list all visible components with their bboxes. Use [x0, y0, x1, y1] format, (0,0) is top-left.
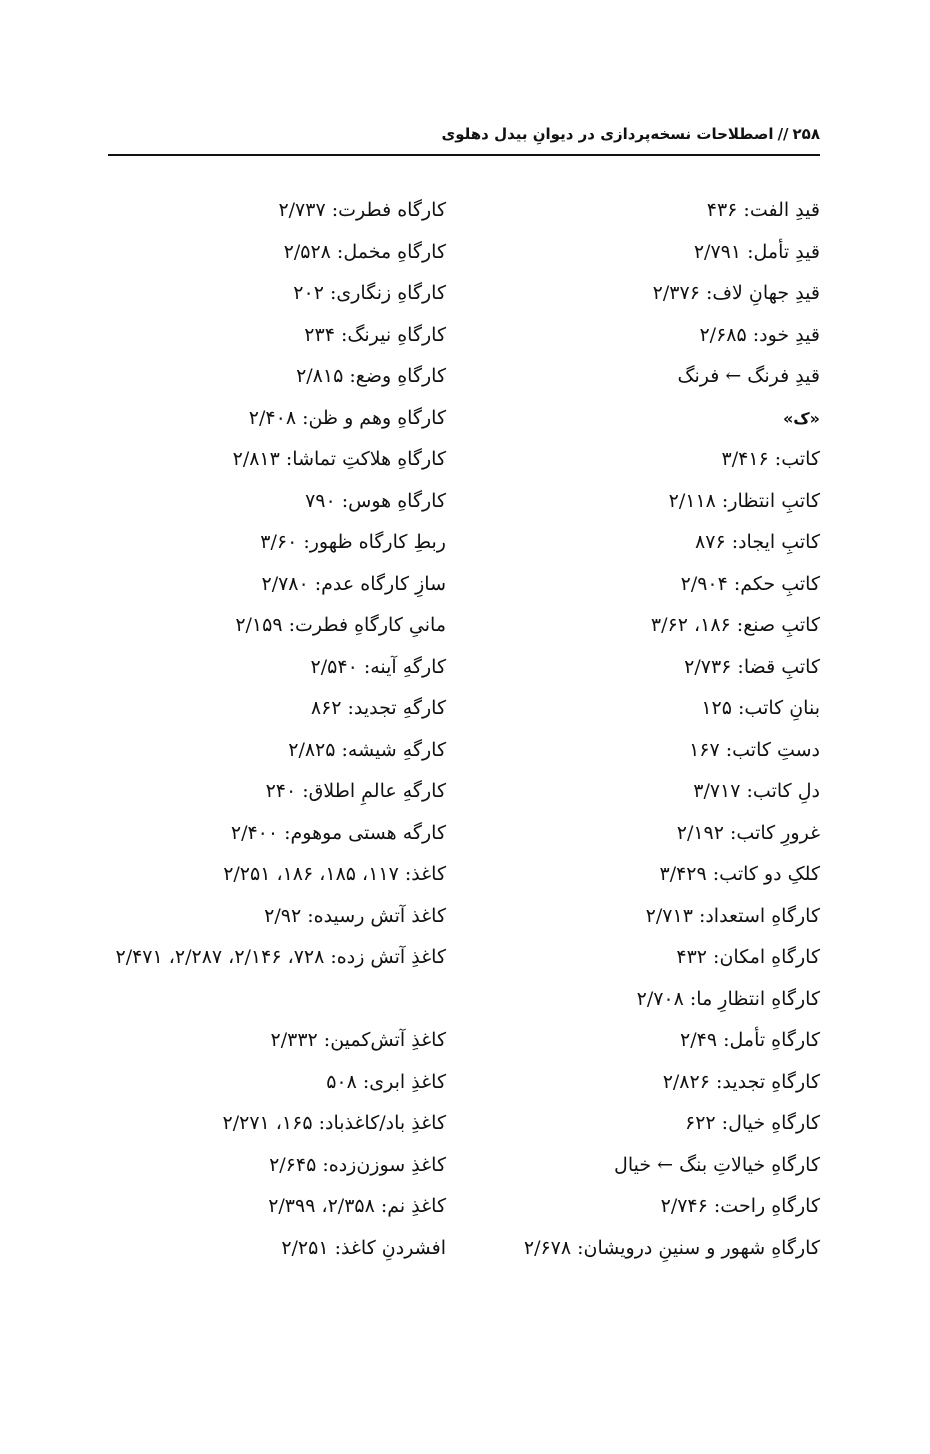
index-entry: قیدِ خود: ۲/۶۸۵ [699, 323, 820, 346]
index-entry: کارگه هستی موهوم: ۲/۴۰۰ [230, 821, 446, 844]
index-entry: کارگاهِ مخمل: ۲/۵۲۸ [283, 240, 446, 263]
index-entry: کاتبِ انتظار: ۲/۱۱۸ [668, 489, 820, 512]
index-entry: کارگاهِ هوس: ۷۹۰ [305, 489, 446, 512]
index-entry: مانیِ کارگاهِ فطرت: ۲/۱۵۹ [235, 614, 446, 636]
index-entry: کارگاه فطرت: ۲/۷۳۷ [278, 199, 446, 221]
index-entry: قیدِ جهانِ لاف: ۲/۳۷۶ [652, 282, 820, 304]
index-entry: غرورِ کاتب: ۲/۱۹۲ [676, 821, 820, 844]
index-entry: کاتب: ۳/۴۱۶ [721, 448, 820, 470]
index-entry: قیدِ الفت: ۴۳۶ [706, 199, 820, 221]
index-entry: کارگاهِ خیالاتِ بنگ ← خیال [614, 1153, 820, 1176]
index-entry: کارگاهِ راحت: ۲/۷۴۶ [660, 1195, 820, 1217]
index-entry: کارگاهِ وهم و ظن: ۲/۴۰۸ [248, 406, 446, 429]
index-entry: کاغذِ آتش‌کمین: ۲/۳۳۲ [270, 1029, 446, 1051]
index-entry: بنانِ کاتب: ۱۲۵ [701, 697, 820, 719]
index-entry: ربطِ کارگاه ظهور: ۳/۶۰ [260, 531, 446, 553]
index-entry: کارگاهِ انتظارِ ما: ۲/۷۰۸ [636, 987, 820, 1010]
index-column-right [490, 190, 820, 1269]
index-entry: کلکِ دو کاتب: ۳/۴۲۹ [659, 863, 820, 885]
index-entry: کاغذِ باد/کاغذباد: ۱۶۵، ۲/۲۷۱ [222, 1112, 446, 1134]
index-entry: کاغذِ سوزن‌زده: ۲/۶۴۵ [269, 1153, 446, 1176]
index-entry: کاتبِ ایجاد: ۸۷۶ [695, 531, 820, 553]
index-entry: کاغذِ ابری: ۵۰۸ [326, 1070, 446, 1093]
index-entry: کارگهِ تجدید: ۸۶۲ [310, 697, 446, 719]
index-entry: کارگاهِ نیرنگ: ۲۳۴ [304, 323, 446, 346]
index-entry: کارگاهِ تأمل: ۲/۴۹ [680, 1029, 820, 1051]
header-rule [108, 154, 820, 156]
index-entry: کاتبِ قضا: ۲/۷۳۶ [684, 655, 820, 678]
index-entry: کاغذ: ۱۱۷، ۱۸۵، ۱۸۶، ۲/۲۵۱ [223, 863, 446, 885]
index-entry: کارگهِ شیشه: ۲/۸۲۵ [288, 738, 446, 761]
running-header [108, 122, 820, 146]
index-entry: کارگاهِ خیال: ۶۲۲ [685, 1112, 820, 1134]
index-entry: کاغذِ نم: ۲/۳۵۸، ۲/۳۹۹ [268, 1195, 446, 1217]
index-entry: کارگاهِ زنگاری: ۲۰۲ [293, 282, 446, 304]
section-letter-heading: «ک» [782, 408, 820, 428]
index-entry: کارگاهِ شهور و سنینِ درویشان: ۲/۶۷۸ [523, 1236, 820, 1259]
page-number: ۲۵۸ [792, 125, 820, 143]
book-title: اصطلاحات نسخه‌پردازی در دیوانِ بیدل دهلوی [441, 125, 774, 143]
index-entry: قیدِ فرنگ ← فرنگ [677, 365, 820, 387]
index-entry: دستِ کاتب: ۱۶۷ [689, 738, 820, 761]
index-entry: کاغذ آتش رسیده: ۲/۹۲ [264, 904, 446, 927]
index-entry: دلِ کاتب: ۳/۷۱۷ [693, 780, 820, 802]
index-entry: کارگاهِ تجدید: ۲/۸۲۶ [662, 1070, 820, 1093]
index-entry: قیدِ تأمل: ۲/۷۹۱ [693, 240, 820, 263]
index-entry: کاغذِ آتش زده: ۷۲۸، ۲/۱۴۶، ۲/۲۸۷، ۲/۴۷۱ [115, 946, 446, 968]
index-entry: کارگاهِ هلاکتِ تماشا: ۲/۸۱۳ [232, 448, 446, 470]
index-column-left [110, 190, 446, 1269]
index-entry: کارگاهِ امکان: ۴۳۲ [676, 946, 820, 968]
index-entry: افشردنِ کاغذ: ۲/۲۵۱ [281, 1236, 446, 1259]
index-entry: کارگهِ آینه: ۲/۵۴۰ [310, 655, 446, 678]
index-entry: کارگاهِ استعداد: ۲/۷۱۳ [645, 904, 820, 927]
index-entry: کارگهِ عالمِ اطلاق: ۲۴۰ [265, 780, 446, 802]
index-entry: کارگاهِ وضع: ۲/۸۱۵ [296, 365, 446, 387]
header-separator: // [777, 125, 789, 143]
index-entry: سازِ کارگاه عدم: ۲/۷۸۰ [261, 572, 446, 595]
index-entry: کاتبِ حکم: ۲/۹۰۴ [680, 572, 820, 595]
index-entry: کاتبِ صنع: ۱۸۶، ۳/۶۲ [650, 614, 820, 636]
